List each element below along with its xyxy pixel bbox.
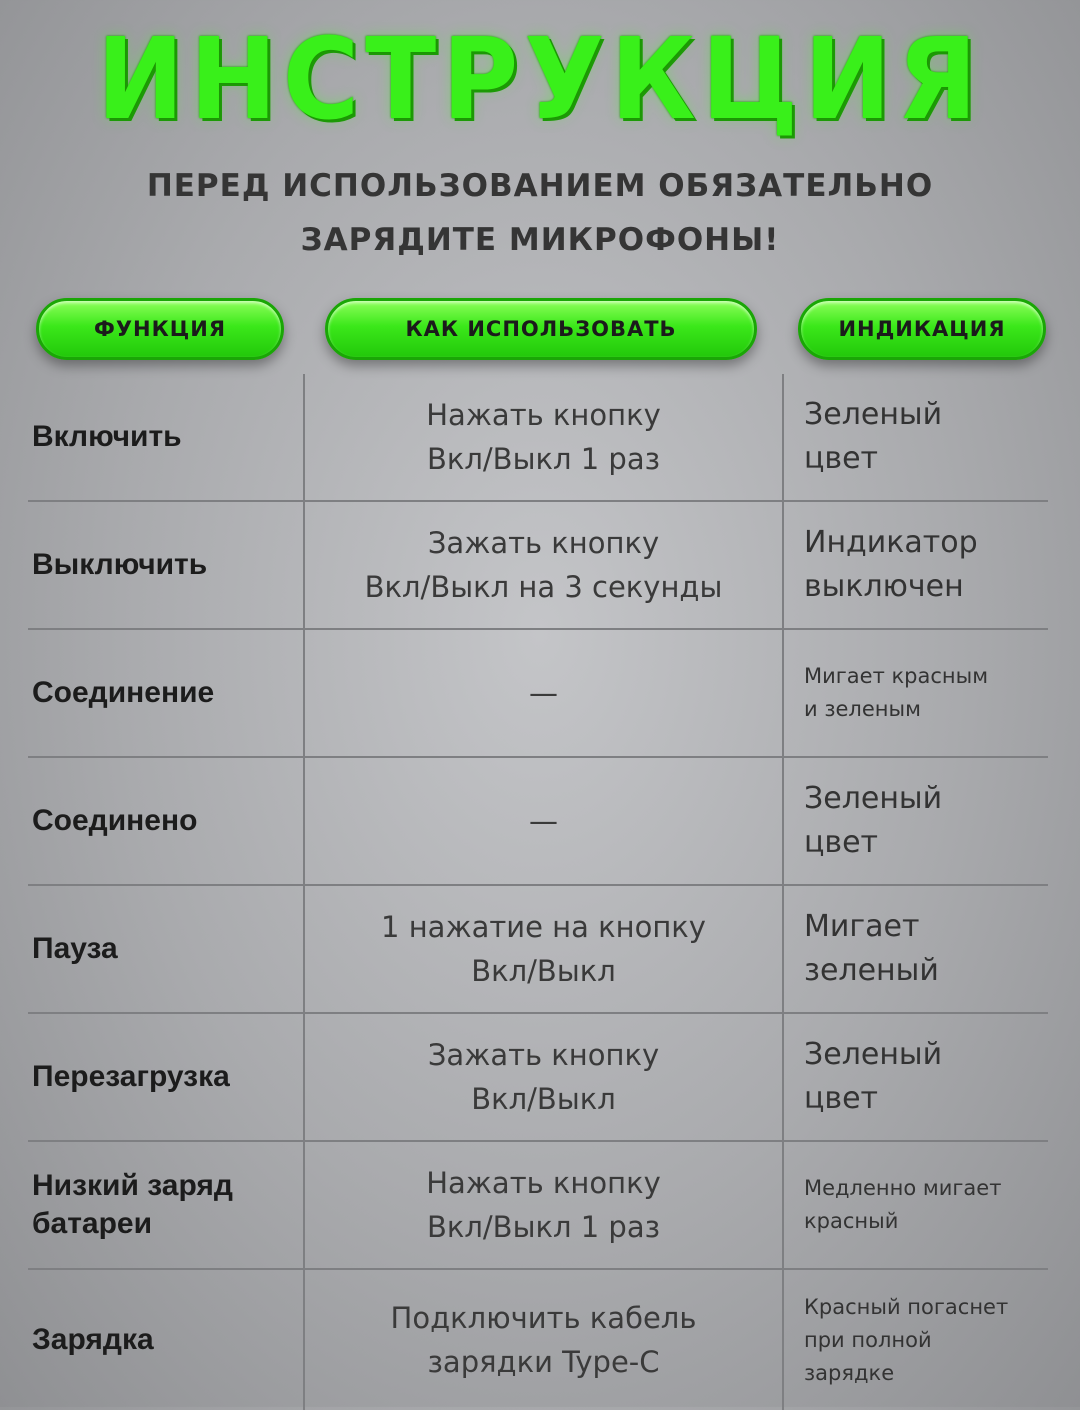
how-cell (305, 1161, 782, 1249)
how-line: Зажать кнопку (427, 526, 660, 560)
indication-line: зарядке (804, 1360, 895, 1385)
function-cell: Перезагрузка (32, 1060, 230, 1093)
subtitle-line-1: ПЕРЕД ИСПОЛЬЗОВАНИЕМ ОБЯЗАТЕЛЬНО (146, 168, 934, 204)
header-indication: ИНДИКАЦИЯ (798, 298, 1046, 360)
how-cell (305, 799, 782, 843)
function-cell: Соединение (32, 676, 215, 709)
table-row (28, 1013, 1048, 1141)
indication-line: Зеленый (804, 1037, 943, 1072)
function-line: батареи (32, 1207, 153, 1240)
indication-cell (804, 1291, 1048, 1390)
indication-cell (804, 1172, 1048, 1238)
indication-line: красный (804, 1209, 899, 1233)
indication-line: при полной (804, 1327, 932, 1352)
instruction-table (28, 374, 1048, 1410)
how-line: зарядки Type-C (427, 1345, 660, 1379)
how-cell (305, 521, 782, 609)
indication-line: зеленый (804, 953, 939, 988)
how-cell (305, 1033, 782, 1121)
header-function: ФУНКЦИЯ (36, 298, 284, 360)
function-cell: Зарядка (32, 1323, 154, 1356)
indication-cell (804, 1033, 1048, 1121)
how-line: Вкл/Выкл 1 раз (426, 442, 661, 476)
page-title: ИНСТРУКЦИЯ (96, 13, 984, 145)
indication-line: цвет (804, 1081, 879, 1116)
indication-line: Мигает красным (804, 664, 989, 688)
how-line: Нажать кнопку (426, 398, 661, 432)
indication-line: Зеленый (804, 397, 943, 432)
indication-line: цвет (804, 441, 879, 476)
how-cell (305, 905, 782, 993)
indication-line: Индикатор (804, 525, 978, 560)
how-line: Подключить кабель (390, 1301, 697, 1335)
table-row (28, 374, 1048, 501)
indication-line: Зеленый (804, 781, 943, 816)
table-row (28, 885, 1048, 1013)
function-line: Низкий заряд (32, 1169, 233, 1202)
how-line: Вкл/Выкл (471, 1082, 616, 1116)
indication-line: выключен (804, 569, 964, 604)
header-how-to-use: КАК ИСПОЛЬЗОВАТЬ (325, 298, 757, 360)
table-row (28, 1141, 1048, 1269)
function-cell: Пауза (32, 932, 118, 965)
how-line: 1 нажатие на кнопку (381, 910, 706, 944)
indication-cell (804, 393, 1048, 481)
how-line: Вкл/Выкл (471, 954, 616, 988)
how-line: — (529, 676, 558, 710)
indication-line: цвет (804, 825, 879, 860)
indication-cell (804, 660, 1048, 726)
function-cell: Включить (32, 420, 182, 453)
indication-cell (804, 777, 1048, 865)
how-cell (305, 393, 782, 481)
table-row (28, 501, 1048, 629)
how-line: — (529, 804, 558, 838)
how-line: Зажать кнопку (427, 1038, 660, 1072)
how-line: Вкл/Выкл на 3 секунды (364, 570, 723, 604)
function-cell: Соединено (32, 804, 198, 837)
indication-line: Красный погаснет (804, 1294, 1009, 1319)
how-line: Вкл/Выкл 1 раз (426, 1210, 661, 1244)
table-row (28, 1269, 1048, 1410)
how-cell (305, 671, 782, 715)
table-row (28, 629, 1048, 757)
indication-line: и зеленым (804, 697, 921, 721)
indication-line: Мигает (804, 909, 920, 944)
how-line: Нажать кнопку (426, 1166, 661, 1200)
function-cell (28, 1167, 303, 1243)
indication-cell (804, 905, 1048, 993)
indication-cell (804, 521, 1048, 609)
indication-line: Медленно мигает (804, 1176, 1002, 1200)
table-row (28, 757, 1048, 885)
how-cell (305, 1296, 782, 1384)
subtitle-line-2: ЗАРЯДИТЕ МИКРОФОНЫ! (300, 222, 780, 258)
function-cell: Выключить (32, 548, 208, 581)
